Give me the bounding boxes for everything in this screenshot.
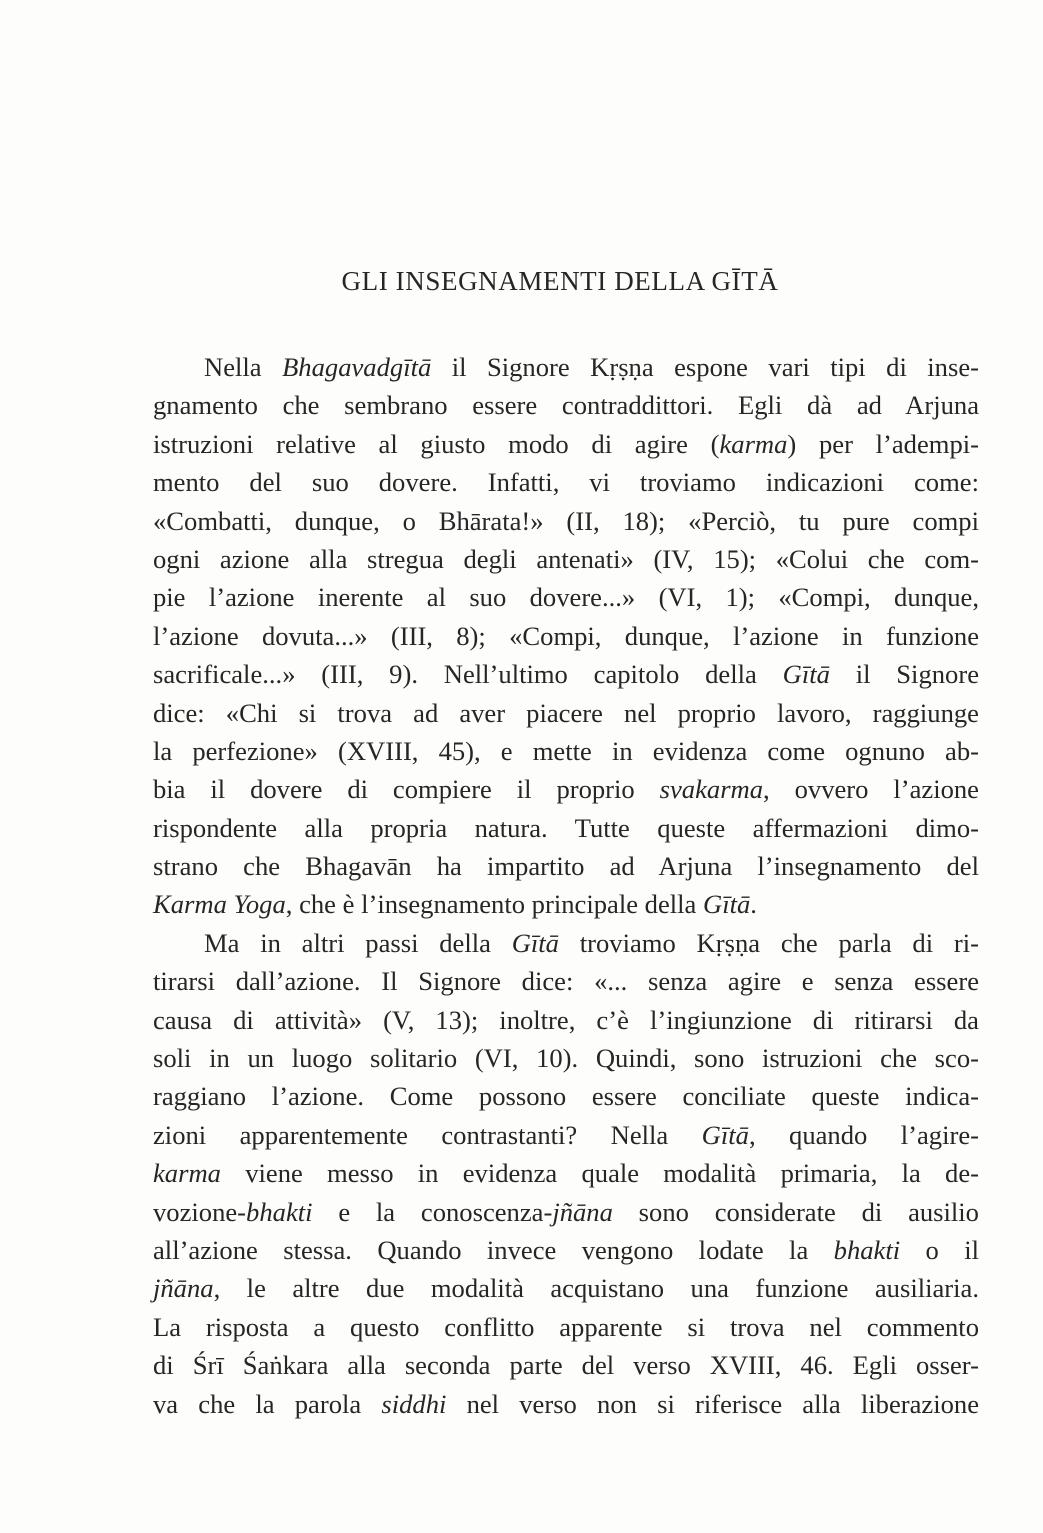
text-line: sacrificale...» (III, 9). Nell’ultimo capitolo della Gītā il Signore xyxy=(153,659,979,690)
text-line: pie l’azione inerente al suo dovere...» (VI, 1); «Compi, dunque, xyxy=(153,582,979,613)
text-line: all’azione stessa. Quando invece vengono lodate la bhakti o il xyxy=(153,1234,980,1265)
text-line: la perfezione» (XVIII, 45), e mette in evidenza come ognuno ab- xyxy=(153,735,979,766)
paragraph xyxy=(153,348,979,924)
text-line: dice: «Chi si trova ad aver piacere nel proprio lavoro, raggiunge xyxy=(153,697,979,728)
text-line: zioni apparentemente contrastanti? Nella Gītā, quando l’agire- xyxy=(153,1119,979,1150)
paragraph xyxy=(153,924,979,1423)
text-line: Nella Bhagavadgītā il Signore Kṛṣṇa espone vari tipi di inse- xyxy=(204,352,979,382)
text-line: strano che Bhagavān ha impartito ad Arjuna l’insegnamento del xyxy=(153,851,979,882)
text-line: va che la parola siddhi nel verso non si riferisce alla liberazione xyxy=(153,1388,979,1419)
text-line: jñāna, le altre due modalità acquistano una funzione ausiliaria. xyxy=(153,1273,979,1304)
text-line: Karma Yoga, che è l’insegnamento principale della Gītā. xyxy=(153,889,757,920)
text-line: istruzioni relative al giusto modo di agire (karma) per l’adempi- xyxy=(153,428,979,459)
text-line: vozione-bhakti e la conoscenza-jñāna sono considerate di ausilio xyxy=(153,1196,979,1227)
text-line: rispondente alla propria natura. Tutte queste affermazioni dimo- xyxy=(153,812,979,843)
text-line: l’azione dovuta...» (III, 8); «Compi, dunque, l’azione in funzione xyxy=(153,620,979,651)
text-line: raggiano l’azione. Come possono essere conciliate queste indica- xyxy=(153,1081,979,1112)
chapter-title: GLI INSEGNAMENTI DELLA GĪTĀ xyxy=(341,266,779,296)
text-line: causa di attività» (V, 13); inoltre, c’è l’ingiunzione di ritirarsi da xyxy=(153,1004,979,1035)
text-line: mento del suo dovere. Infatti, vi troviamo indicazioni come: xyxy=(153,467,979,498)
text-line: La risposta a questo conflitto apparente si trova nel commento xyxy=(153,1311,979,1342)
body-text xyxy=(153,348,979,1423)
text-line: gnamento che sembrano essere contraddittori. Egli dà ad Arjuna xyxy=(153,390,979,421)
text-line: «Combatti, dunque, o Bhārata!» (II, 18); «Perciò, tu pure compi xyxy=(153,505,979,536)
text-line: di Śrī Śaṅkara alla seconda parte del verso XVIII, 46. Egli osser- xyxy=(153,1350,979,1381)
text-line: tirarsi dall’azione. Il Signore dice: «... senza agire e senza essere xyxy=(153,966,979,997)
text-line: bia il dovere di compiere il proprio svakarma, ovvero l’azione xyxy=(153,774,979,805)
text-line: Ma in altri passi della Gītā troviamo Kṛṣṇa che parla di ri- xyxy=(204,927,979,958)
text-line: karma viene messo in evidenza quale modalità primaria, la de- xyxy=(153,1158,979,1189)
text-line: soli in un luogo solitario (VI, 10). Quindi, sono istruzioni che sco- xyxy=(153,1043,979,1074)
text-line: ogni azione alla stregua degli antenati» (IV, 15); «Colui che com- xyxy=(153,543,979,574)
